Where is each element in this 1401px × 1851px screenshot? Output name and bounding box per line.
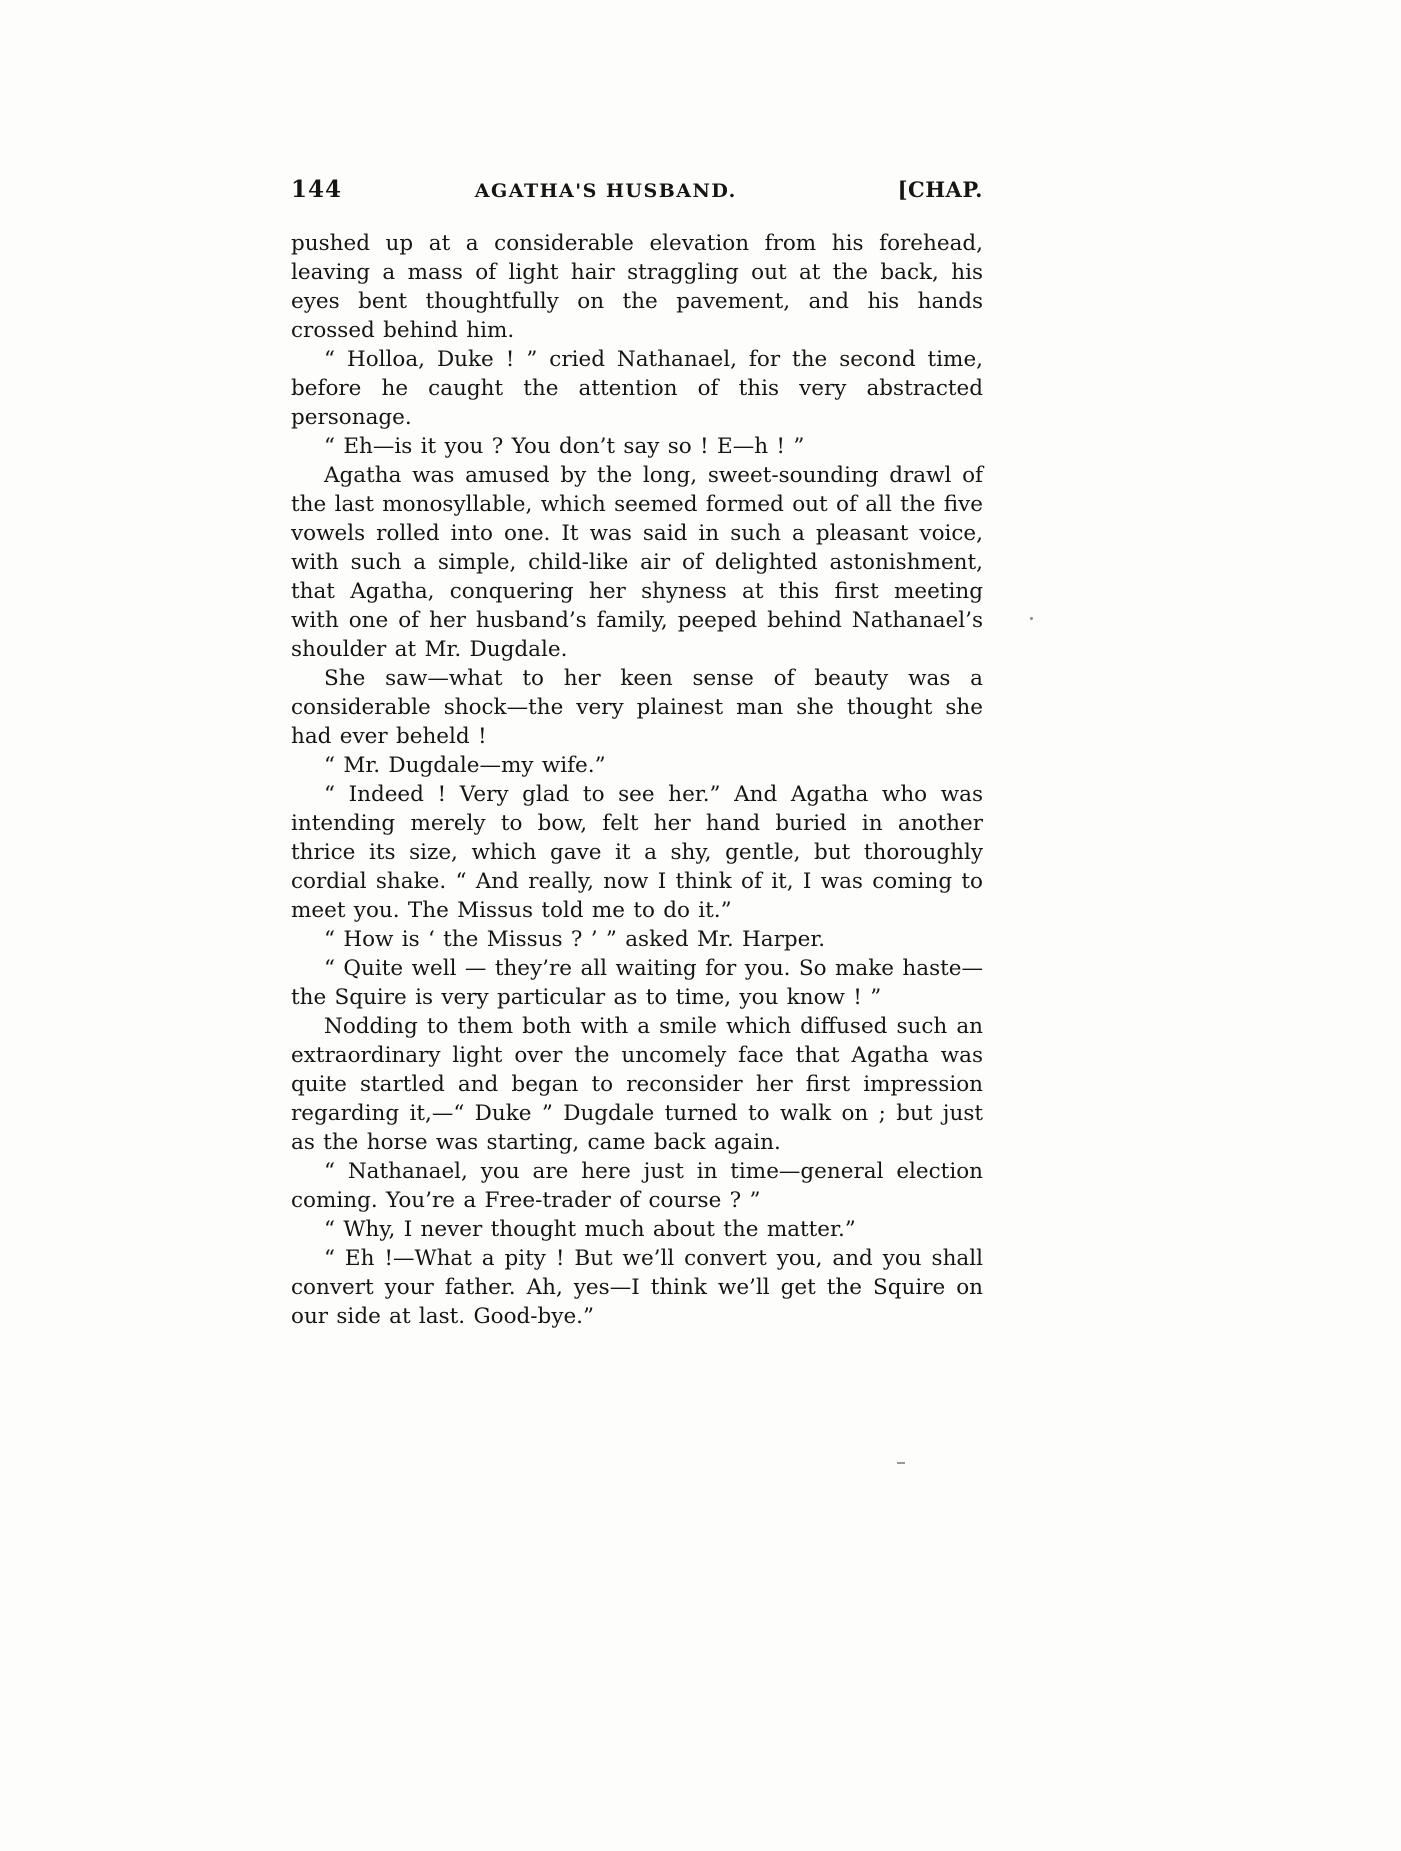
scan-speck	[897, 1462, 905, 1464]
paragraph: “ Indeed ! Very glad to see her.” And Agatha who was intending merely to bow, felt her hand buried in another thrice its size, which gave it a shy, gentle, but thoroughly cordial shake. “ And really, now I think of it, I was coming to meet you. The Missus told me to do it.”	[291, 782, 983, 923]
running-title: AGATHA'S HUSBAND.	[474, 180, 737, 202]
paragraph: “ How is ‘ the Missus ? ’ ” asked Mr. Harper.	[324, 927, 826, 952]
paragraph: “ Holloa, Duke ! ” cried Nathanael, for the second time, before he caught the attention of this very abstracted personage.	[291, 347, 983, 430]
paragraph: “ Mr. Dugdale—my wife.”	[324, 753, 606, 778]
chapter-marker: [CHAP.	[897, 177, 983, 202]
body-text	[291, 229, 983, 1331]
text-block	[291, 176, 983, 1331]
paragraph: “ Why, I never thought much about the matter.”	[324, 1217, 856, 1242]
paragraph: “ Nathanael, you are here just in time—general election coming. You’re a Free-trader of course ? ”	[291, 1159, 983, 1213]
running-head	[291, 176, 983, 203]
paragraph: She saw—what to her keen sense of beauty was a considerable shock—the very plainest man she thought she had ever beheld !	[291, 666, 983, 749]
paragraph: “ Eh !—What a pity ! But we’ll convert you, and you shall convert your father. Ah, yes—I think we’ll get the Squire on our side at last. Good-bye.”	[291, 1246, 983, 1329]
paragraph: pushed up at a considerable elevation from his forehead, leaving a mass of light hair straggling out at the back, his eyes bent thoughtfully on the pavement, and his hands crossed behind him.	[291, 231, 983, 343]
paragraph: Nodding to them both with a smile which diffused such an extraordinary light over the uncomely face that Agatha was quite startled and began to reconsider her first impression regarding it,—“ Duke ” Dugdale turned to walk on ; but just as the horse was starting, came back again.	[291, 1014, 983, 1155]
paragraph: Agatha was amused by the long, sweet-sounding drawl of the last monosyllable, which seemed formed out of all the five vowels rolled into one. It was said in such a pleasant voice, with such a simple, child-like air of delighted astonishment, that Agatha, conquering her shyness at this first meeting with one of her husband’s family, peeped behind Nathanael’s shoulder at Mr. Dugdale.	[291, 463, 983, 662]
paragraph: “ Eh—is it you ? You don’t say so ! E—h ! ”	[324, 434, 805, 459]
scan-speck	[1030, 617, 1033, 620]
page-number: 144	[291, 176, 343, 203]
paragraph: “ Quite well — they’re all waiting for you. So make haste—the Squire is very particular as to time, you know ! ”	[291, 956, 983, 1010]
